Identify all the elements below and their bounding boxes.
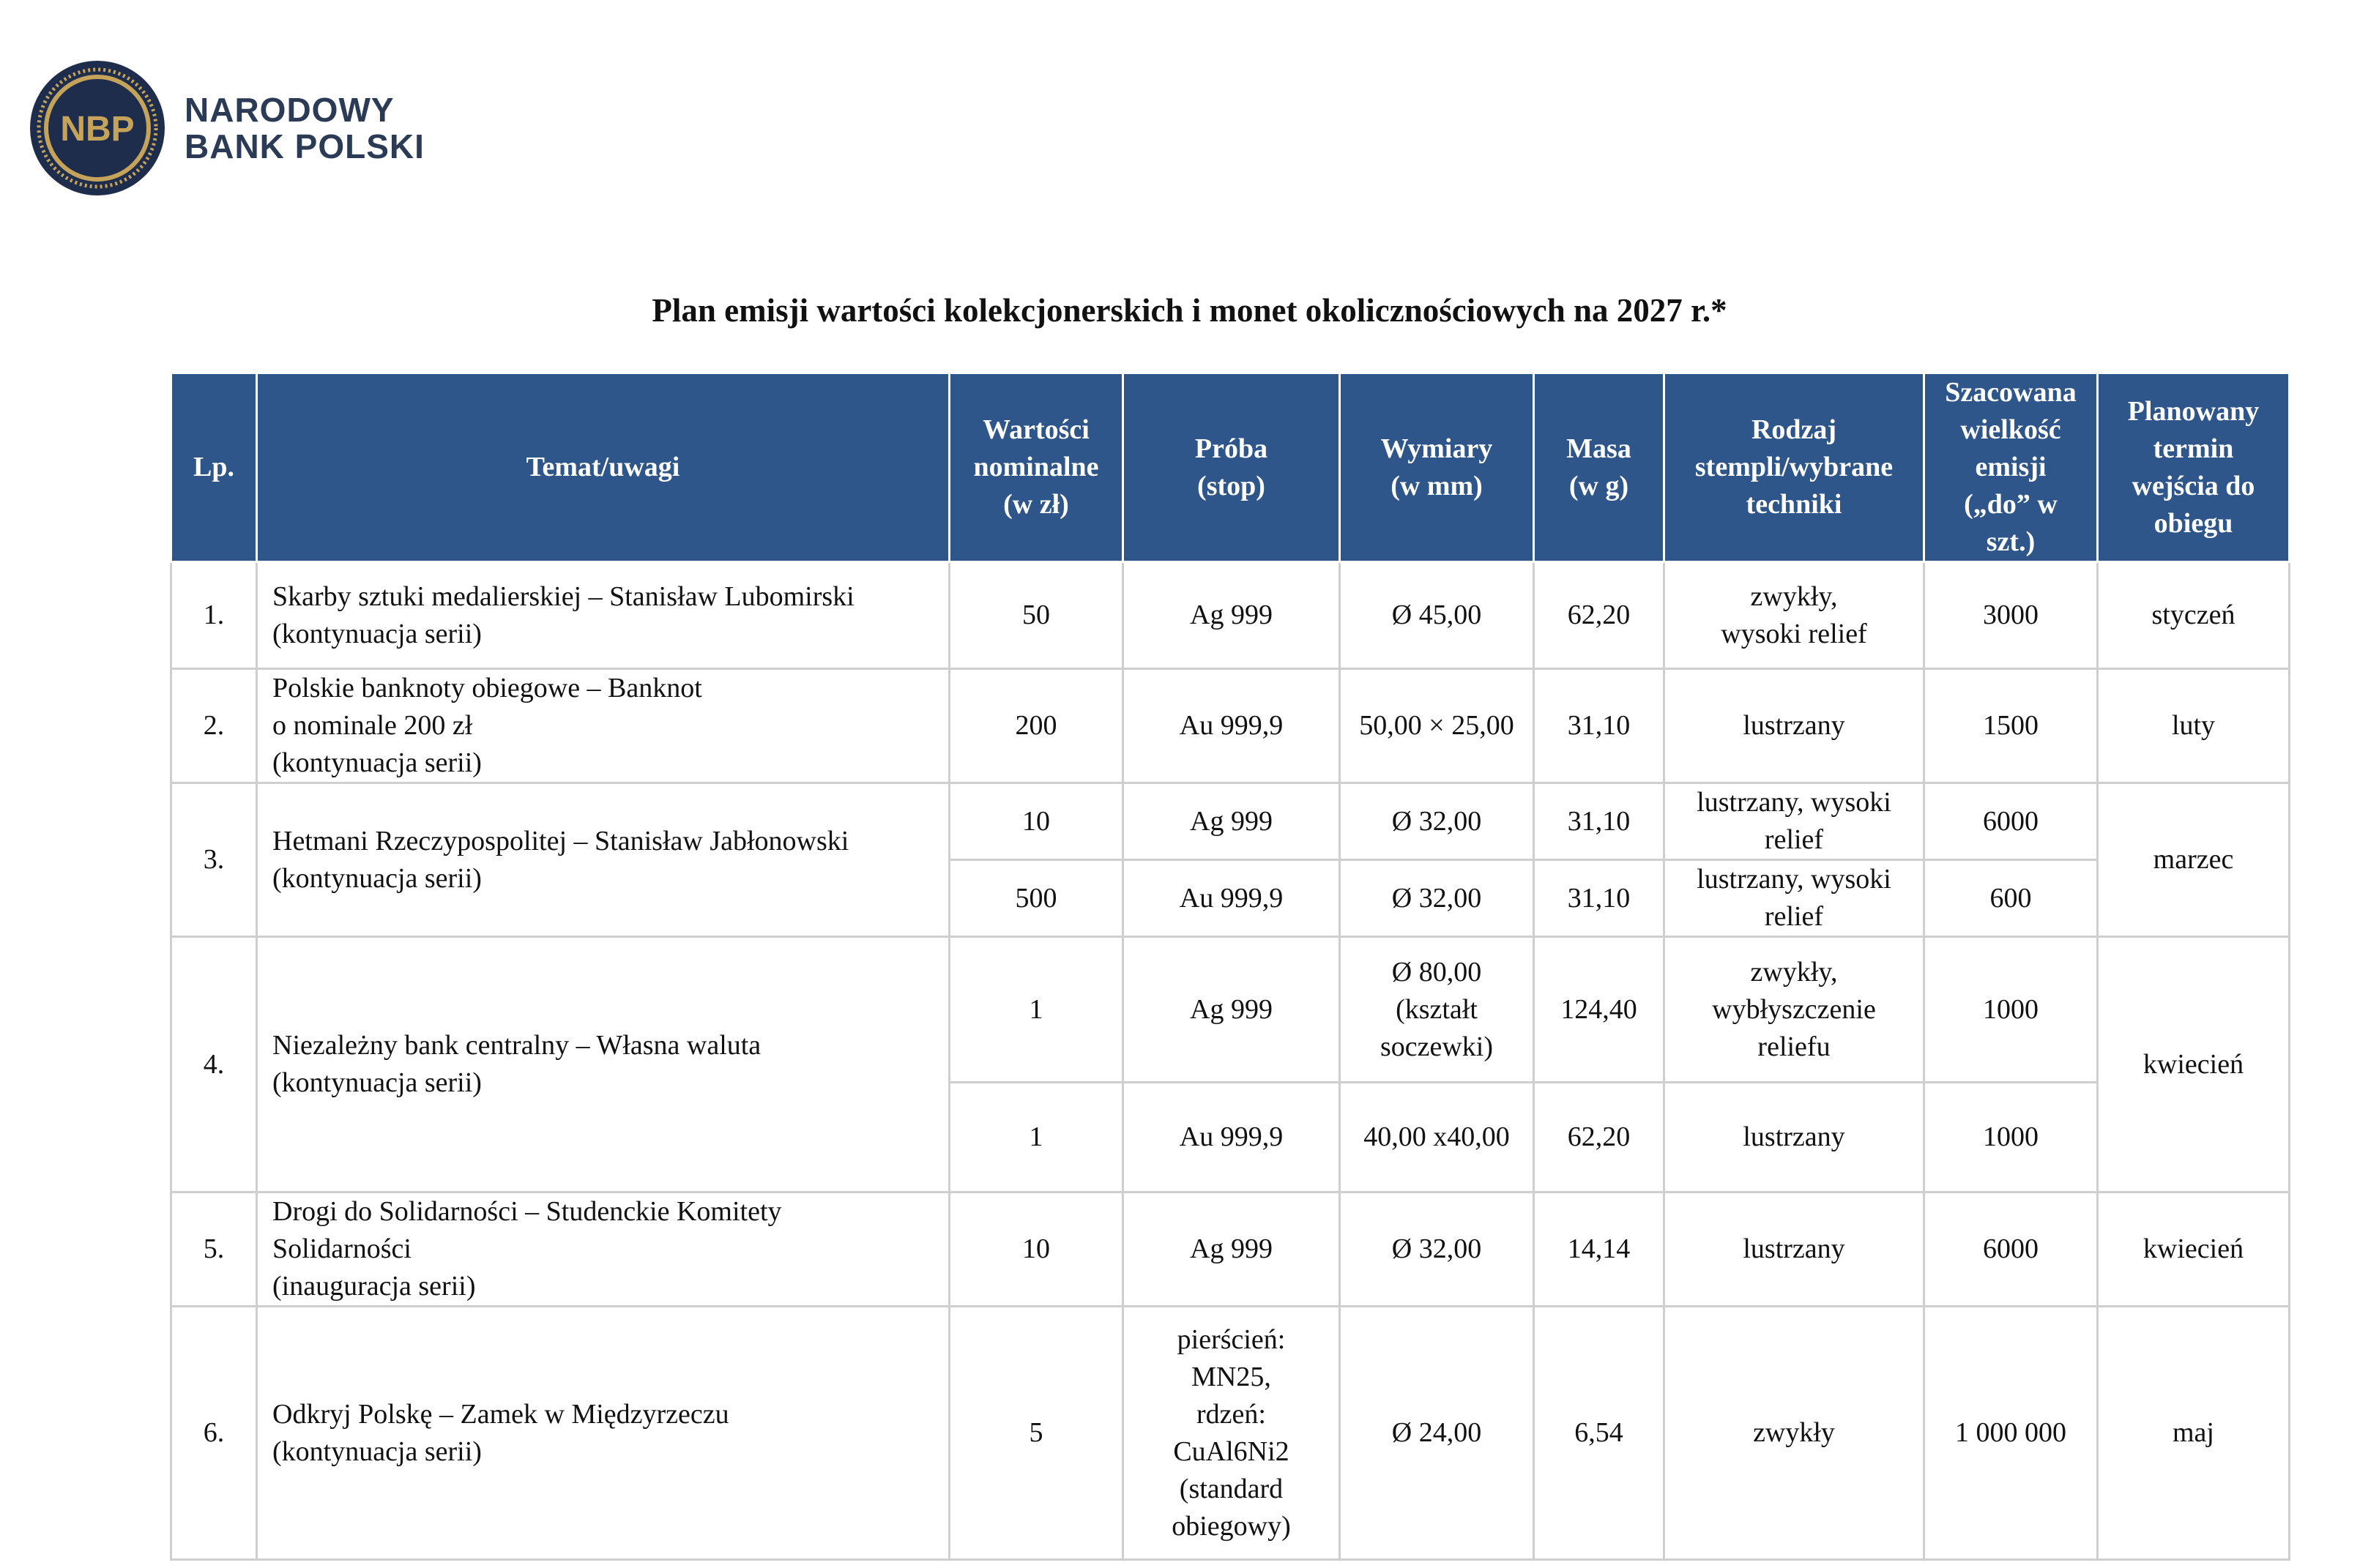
cell-technique-line: zwykły,	[1750, 580, 1838, 612]
table-body	[171, 562, 2290, 1560]
cell-lp	[171, 1307, 257, 1560]
cell-dimensions-line: Ø 32,00	[1391, 805, 1482, 837]
cell-alloy-line: Au 999,9	[1179, 710, 1284, 741]
cell-dimensions-line: soczewki)	[1380, 1031, 1494, 1062]
header-dimensions-line: Wymiary	[1380, 433, 1493, 464]
cell-dimensions	[1340, 937, 1534, 1083]
cell-technique-line: lustrzany	[1743, 710, 1845, 741]
cell-alloy-line: Ag 999	[1190, 993, 1273, 1025]
cell-nominal	[950, 562, 1123, 669]
cell-dimensions	[1340, 860, 1534, 937]
header-technique-line: stempli/wybrane	[1694, 452, 1894, 482]
cell-topic	[257, 783, 950, 937]
header-lp-line: Lp.	[193, 452, 234, 482]
bank-name	[185, 92, 425, 165]
cell-dimensions	[1340, 1192, 1534, 1307]
cell-volume	[1924, 860, 2098, 937]
cell-mass	[1534, 562, 1664, 669]
cell-nominal	[950, 669, 1123, 783]
cell-volume-line: 600	[1989, 882, 2032, 914]
header-nominal-line: (w zł)	[1003, 489, 1069, 520]
cell-lp-line: 3.	[203, 844, 225, 875]
cell-mass	[1534, 1307, 1664, 1560]
bank-name-line1: NARODOWY	[185, 91, 395, 129]
cell-topic-line: (inauguracja serii)	[272, 1271, 476, 1302]
cell-technique-line: reliefu	[1757, 1031, 1831, 1062]
cell-mass-line: 14,14	[1567, 1233, 1631, 1264]
header-volume-line: wielkość	[1960, 414, 2061, 445]
cell-technique-line: wybłyszczenie	[1712, 993, 1876, 1025]
header-lp	[171, 373, 257, 562]
cell-date	[2098, 562, 2290, 669]
cell-volume-line: 1000	[1983, 1121, 2039, 1152]
header-date-line: wejścia do	[2132, 470, 2255, 501]
cell-alloy	[1123, 562, 1340, 669]
cell-alloy-line: CuAl6Ni2	[1173, 1436, 1289, 1467]
cell-nominal	[950, 937, 1123, 1083]
cell-technique-line: lustrzany	[1743, 1233, 1845, 1264]
cell-volume-line: 1000	[1983, 993, 2039, 1025]
cell-technique-line: lustrzany, wysoki	[1697, 787, 1891, 818]
header-topic	[257, 373, 950, 562]
cell-alloy	[1123, 1083, 1340, 1192]
table-row	[171, 1307, 2290, 1560]
header-dimensions-line: (w mm)	[1390, 470, 1483, 501]
cell-dimensions-line: 40,00 x40,00	[1363, 1121, 1510, 1152]
cell-date	[2098, 1307, 2290, 1560]
header-mass	[1534, 373, 1664, 562]
cell-dimensions-line: Ø 80,00	[1391, 956, 1482, 988]
cell-volume	[1924, 1192, 2098, 1307]
cell-date-line: styczeń	[2151, 600, 2235, 630]
cell-volume-line: 3000	[1983, 600, 2039, 630]
emission-plan-table	[170, 372, 2290, 1561]
cell-date	[2098, 1192, 2290, 1307]
cell-topic	[257, 562, 950, 669]
cell-mass-line: 31,10	[1567, 710, 1631, 741]
cell-topic-line: Hetmani Rzeczypospolitej – Stanisław Jabłonowski	[272, 825, 849, 856]
cell-nominal-line: 1	[1029, 1121, 1043, 1152]
cell-date-line: kwiecień	[2142, 1233, 2244, 1264]
table-row	[171, 669, 2290, 783]
cell-topic-line: (kontynuacja serii)	[272, 862, 482, 894]
cell-alloy-line: Ag 999	[1190, 805, 1273, 837]
cell-topic-line: (kontynuacja serii)	[272, 618, 482, 649]
cell-dimensions-line: 50,00 × 25,00	[1359, 710, 1514, 741]
header-mass-line: (w g)	[1568, 470, 1629, 501]
cell-nominal	[950, 1083, 1123, 1192]
cell-alloy	[1123, 1307, 1340, 1560]
cell-alloy-line: Au 999,9	[1179, 882, 1284, 914]
cell-lp-line: 4.	[203, 1048, 225, 1080]
cell-dimensions	[1340, 1307, 1534, 1560]
cell-technique-line: relief	[1764, 824, 1824, 855]
cell-lp-line: 5.	[203, 1233, 225, 1264]
cell-dimensions-line: Ø 24,00	[1391, 1417, 1482, 1448]
header-volume-line: Szacowana	[1945, 377, 2077, 408]
table-row	[171, 783, 2290, 860]
cell-technique-line: zwykły,	[1750, 956, 1838, 988]
cell-nominal-line: 10	[1022, 1233, 1050, 1264]
cell-alloy	[1123, 1192, 1340, 1307]
header-volume	[1924, 373, 2098, 562]
cell-lp-line: 1.	[203, 600, 225, 630]
cell-mass-line: 62,20	[1567, 600, 1631, 630]
header-technique-line: techniki	[1746, 489, 1842, 520]
cell-alloy-line: pierścień:	[1177, 1324, 1286, 1355]
header-nominal-line: nominalne	[973, 452, 1099, 482]
cell-volume-line: 1500	[1983, 710, 2039, 741]
cell-technique-line: wysoki relief	[1721, 618, 1867, 649]
cell-topic-line: Skarby sztuki medalierskiej – Stanisław Lubomirski	[272, 580, 855, 612]
cell-volume	[1924, 1083, 2098, 1192]
cell-dimensions-line: (kształt	[1396, 993, 1478, 1025]
cell-topic	[257, 1307, 950, 1560]
cell-nominal-line: 1	[1029, 993, 1043, 1025]
cell-mass	[1534, 1192, 1664, 1307]
header-technique-line: Rodzaj	[1751, 414, 1837, 445]
cell-topic-line: (kontynuacja serii)	[272, 1067, 482, 1098]
cell-date	[2098, 937, 2290, 1192]
cell-volume	[1924, 562, 2098, 669]
cell-alloy	[1123, 783, 1340, 860]
cell-alloy	[1123, 860, 1340, 937]
cell-technique	[1664, 1307, 1924, 1560]
cell-lp-line: 2.	[203, 710, 225, 741]
cell-dimensions	[1340, 783, 1534, 860]
cell-volume	[1924, 1307, 2098, 1560]
cell-mass	[1534, 669, 1664, 783]
cell-technique	[1664, 783, 1924, 860]
cell-technique-line: lustrzany	[1743, 1121, 1845, 1152]
cell-nominal	[950, 1307, 1123, 1560]
header-date-line: termin	[2153, 433, 2234, 464]
cell-dimensions-line: Ø 45,00	[1391, 600, 1482, 630]
cell-volume	[1924, 783, 2098, 860]
cell-dimensions	[1340, 669, 1534, 783]
cell-nominal	[950, 1192, 1123, 1307]
cell-alloy	[1123, 937, 1340, 1083]
cell-volume	[1924, 669, 2098, 783]
cell-topic-line: Niezależny bank centralny – Własna waluta	[272, 1030, 762, 1061]
header-volume-line: („do” w	[1964, 489, 2058, 520]
cell-date-line: kwiecień	[2142, 1048, 2244, 1080]
cell-topic-line: Solidarności	[272, 1233, 412, 1264]
cell-alloy-line: (standard	[1179, 1473, 1284, 1504]
cell-mass	[1534, 783, 1664, 860]
header-date-line: obiegu	[2153, 507, 2233, 539]
cell-topic	[257, 669, 950, 783]
cell-date-line: luty	[2171, 710, 2216, 741]
cell-mass-line: 124,40	[1560, 993, 1637, 1025]
nbp-logo	[29, 60, 425, 196]
header-alloy-line: Próba	[1194, 433, 1268, 464]
bank-name-line2: BANK POLSKI	[185, 127, 425, 165]
cell-topic-line: (kontynuacja serii)	[272, 1436, 482, 1467]
cell-topic	[257, 1192, 950, 1307]
cell-technique	[1664, 562, 1924, 669]
cell-lp	[171, 783, 257, 937]
cell-nominal-line: 5	[1029, 1417, 1043, 1448]
cell-technique	[1664, 1192, 1924, 1307]
cell-alloy	[1123, 669, 1340, 783]
cell-alloy-line: rdzeń:	[1196, 1398, 1266, 1430]
header-date-line: Planowany	[2127, 395, 2260, 427]
cell-nominal-line: 200	[1015, 710, 1057, 741]
header-nominal-line: Wartości	[983, 414, 1090, 445]
cell-nominal	[950, 860, 1123, 937]
cell-technique-line: relief	[1764, 901, 1824, 932]
cell-mass-line: 6,54	[1574, 1417, 1623, 1448]
cell-nominal-line: 500	[1015, 882, 1057, 914]
header-alloy-line: (stop)	[1197, 470, 1265, 501]
cell-nominal	[950, 783, 1123, 860]
cell-alloy-line: Au 999,9	[1179, 1121, 1284, 1152]
cell-dimensions-line: Ø 32,00	[1391, 1233, 1482, 1264]
cell-dimensions-line: Ø 32,00	[1391, 882, 1482, 914]
cell-alloy-line: Ag 999	[1190, 600, 1273, 630]
cell-dimensions	[1340, 562, 1534, 669]
cell-date	[2098, 669, 2290, 783]
cell-topic-line: (kontynuacja serii)	[272, 747, 482, 778]
cell-technique-line: lustrzany, wysoki	[1697, 864, 1891, 895]
header-volume-line: szt.)	[1986, 526, 2036, 557]
table-header-row	[171, 373, 2290, 562]
header-dimensions	[1340, 373, 1534, 562]
cell-technique	[1664, 937, 1924, 1083]
cell-volume-line: 1 000 000	[1955, 1417, 2066, 1448]
cell-mass-line: 62,20	[1567, 1121, 1631, 1152]
header-topic-line: Temat/uwagi	[526, 452, 680, 482]
cell-mass	[1534, 860, 1664, 937]
cell-date-line: maj	[2173, 1417, 2214, 1448]
cell-alloy-line: Ag 999	[1190, 1233, 1273, 1264]
cell-alloy-line: obiegowy)	[1172, 1510, 1291, 1542]
cell-mass	[1534, 1083, 1664, 1192]
table-row	[171, 1192, 2290, 1307]
cell-technique	[1664, 1083, 1924, 1192]
header-nominal	[950, 373, 1123, 562]
cell-mass	[1534, 937, 1664, 1083]
cell-nominal-line: 50	[1022, 600, 1050, 630]
cell-lp	[171, 562, 257, 669]
cell-lp	[171, 1192, 257, 1307]
cell-mass-line: 31,10	[1567, 805, 1631, 837]
cell-topic-line: Drogi do Solidarności – Studenckie Komitety	[272, 1196, 782, 1227]
cell-dimensions	[1340, 1083, 1534, 1192]
cell-volume-line: 6000	[1983, 805, 2039, 837]
cell-technique	[1664, 669, 1924, 783]
cell-volume	[1924, 937, 2098, 1083]
page-title: Plan emisji wartości kolekcjonerskich i monet okolicznościowych na 2027 r.*	[652, 292, 1727, 329]
cell-lp	[171, 937, 257, 1192]
table-row	[171, 937, 2290, 1083]
cell-topic-line: Polskie banknoty obiegowe – Banknot	[272, 673, 702, 703]
cell-technique	[1664, 860, 1924, 937]
table-row	[171, 562, 2290, 669]
cell-technique-line: zwykły	[1753, 1417, 1835, 1448]
header-alloy	[1123, 373, 1340, 562]
cell-lp	[171, 669, 257, 783]
cell-topic-line: o nominale 200 zł	[272, 710, 473, 741]
cell-date-line: marzec	[2153, 844, 2234, 875]
cell-alloy-line: MN25,	[1191, 1361, 1271, 1392]
cell-nominal-line: 10	[1022, 805, 1050, 837]
cell-topic-line: Odkryj Polskę – Zamek w Międzyrzeczu	[272, 1398, 729, 1430]
header-volume-line: emisji	[1975, 452, 2047, 482]
seal-text: NBP	[60, 110, 135, 149]
nbp-seal-icon	[29, 60, 165, 196]
cell-mass-line: 31,10	[1567, 882, 1631, 914]
cell-lp-line: 6.	[203, 1417, 225, 1448]
cell-volume-line: 6000	[1983, 1233, 2039, 1264]
cell-topic	[257, 937, 950, 1192]
header-technique	[1664, 373, 1924, 562]
header-date	[2098, 373, 2290, 562]
cell-date	[2098, 783, 2290, 937]
header-mass-line: Masa	[1566, 433, 1631, 464]
